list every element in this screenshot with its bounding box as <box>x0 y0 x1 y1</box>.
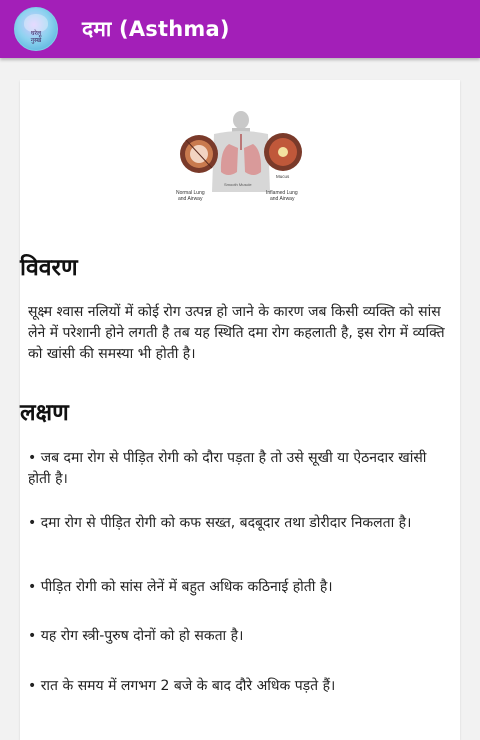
label-smooth-muscle: Smooth Muscle <box>224 182 252 187</box>
symptom-item-4: • यह रोग स्त्री-पुरुष दोनों को हो सकता है। <box>28 628 244 644</box>
logo-text-line2: नुस्खे <box>30 37 42 44</box>
app-logo-icon[interactable] <box>14 7 58 51</box>
app-title: दमा (Asthma) <box>82 17 230 41</box>
symptom-item-2: • दमा रोग से पीड़ित रोगी को कफ सख्त, बदबूदार तथा डोरीदार निकलता है। <box>28 515 412 531</box>
label-normal-2: and Airway <box>178 196 203 202</box>
symptom-item-1: • जब दमा रोग से पीड़ित रोगी को दौरा पड़ता है तो उसे सूखी या ऐठनदार खांसी होती है। <box>28 450 427 487</box>
content-card <box>20 80 460 740</box>
label-inflamed-1: Inflamed Lung <box>266 190 298 196</box>
symptom-item-3: • पीड़ित रोगी को सांस लेनें में बहुत अधिक कठिनाई होती है। <box>28 579 333 595</box>
logo-text-line1: घरेलू <box>30 30 42 37</box>
app-bar <box>0 0 480 58</box>
label-normal-1: Normal Lung <box>176 190 205 196</box>
symptoms-heading: लक्षण <box>20 400 69 426</box>
label-inflamed-2: and Airway <box>270 196 295 202</box>
symptom-item-5: • रात के समय में लगभग 2 बजे के बाद दौरे अधिक पड़ते हैं। <box>28 678 336 694</box>
description-heading: विवरण <box>20 255 78 281</box>
label-mucus: Mucus <box>276 174 290 179</box>
head-shape <box>233 111 249 129</box>
logo-text <box>15 30 57 44</box>
asthma-lung-illustration <box>174 110 308 210</box>
description-text: सूक्ष्म श्वास नलियों में कोई रोग उत्पन्न हो जाने के कारण जब किसी व्यक्ति को सांस लेने में परेशानी होने लगती है तब यह स्थिति दमा रोग कहलाती है, इस रोग में व्यक्ति को खांसी की समस्या भी होती है। <box>28 304 445 362</box>
